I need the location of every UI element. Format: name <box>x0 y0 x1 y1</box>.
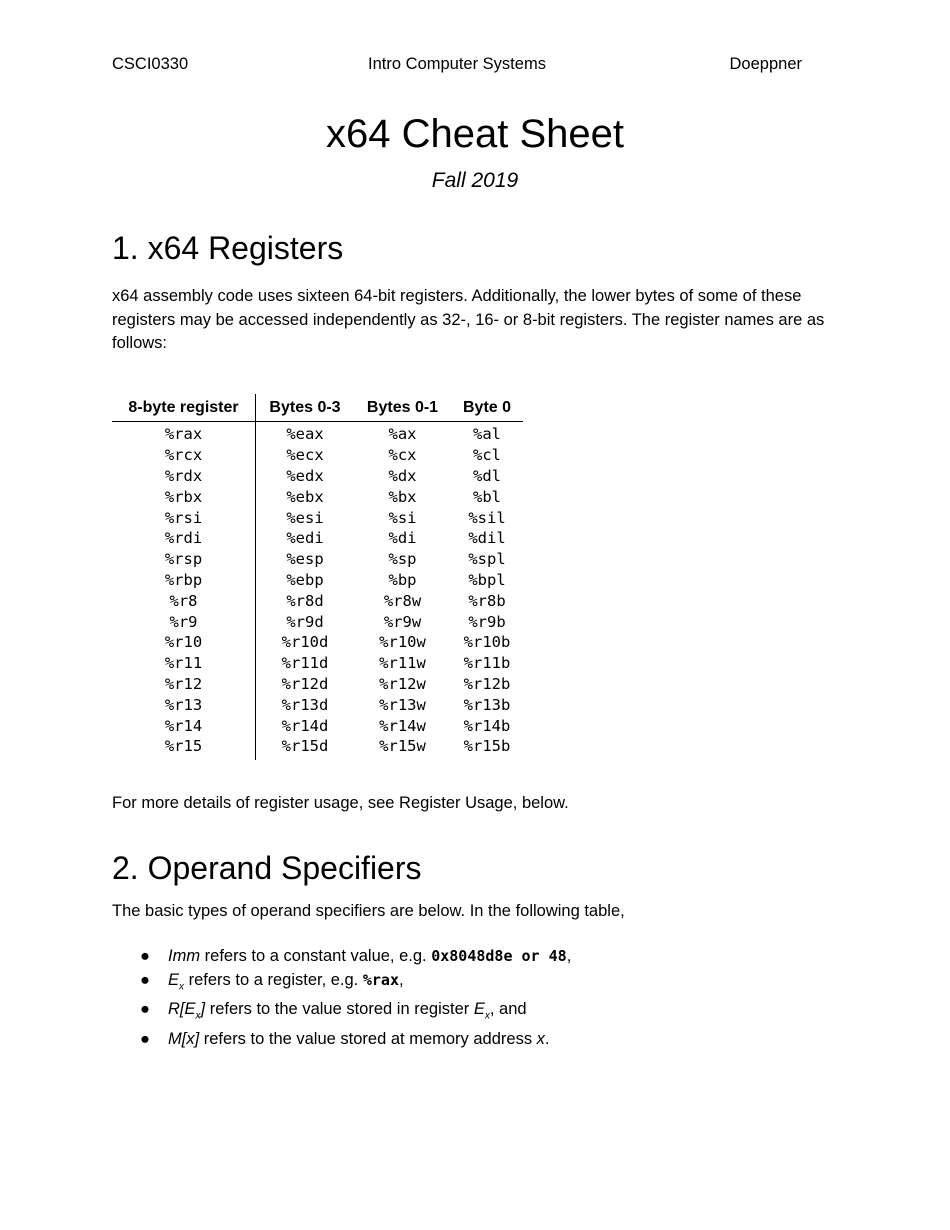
register-cell: %r8w <box>383 591 422 610</box>
section1-intro: x64 assembly code uses sixteen 64-bit registers. Additionally, the lower bytes of some of these registers may be accessed independently as 32-, 16- or 8-bit registers. The register names are as follows: <box>112 287 825 352</box>
register-cell: %r13 <box>112 694 256 715</box>
register-cell: %ax <box>388 425 417 444</box>
register-cell: %dil <box>468 529 506 548</box>
term: M[x] <box>168 1030 200 1049</box>
register-table-header <box>112 394 523 422</box>
punctuation: . <box>544 1030 550 1049</box>
register-cell: %r9w <box>383 612 422 631</box>
register-cell: %r9d <box>286 612 324 631</box>
list-item <box>140 945 571 969</box>
register-cell: %r11b <box>463 654 511 673</box>
table-row <box>112 422 523 445</box>
description: refers to the value stored at memory address <box>199 1030 537 1049</box>
table-row <box>112 736 523 760</box>
register-cell: %spl <box>468 550 506 569</box>
table-row <box>112 715 523 736</box>
register-cell: %r10 <box>112 632 256 653</box>
bullet-icon: ● <box>140 1030 150 1049</box>
register-cell: %rsp <box>112 549 256 570</box>
description: refers to the value stored in register <box>205 1000 474 1019</box>
register-cell: %r13d <box>281 695 329 714</box>
register-cell: %r12 <box>112 674 256 695</box>
register-cell: %rdi <box>112 528 256 549</box>
register-cell: %rbp <box>112 570 256 591</box>
register-cell: %rcx <box>112 445 256 466</box>
register-cell: %bl <box>473 487 501 506</box>
register-cell: %r10w <box>379 633 426 652</box>
register-cell: %rax <box>112 422 256 445</box>
example-code: %rax <box>362 970 399 989</box>
register-cell: %r15 <box>112 736 256 760</box>
register-cell: %rbx <box>112 486 256 507</box>
bullet-icon: ● <box>140 970 150 989</box>
list-item <box>140 969 571 999</box>
register-cell: %r11d <box>281 654 329 673</box>
example-code: 0x8048d8e or 48 <box>431 947 567 965</box>
variable: x <box>536 1030 545 1049</box>
register-cell: %ecx <box>286 446 324 465</box>
column-header: 8-byte register <box>112 394 256 422</box>
register-cell: %r13w <box>379 695 426 714</box>
table-row <box>112 486 523 507</box>
register-cell: %r9b <box>468 612 506 631</box>
register-cell: %r11w <box>379 654 426 673</box>
register-cell: %bx <box>388 487 417 506</box>
register-cell: %esp <box>286 550 324 569</box>
register-cell: %dx <box>388 466 417 485</box>
table-row <box>112 632 523 653</box>
register-cell: %r8 <box>112 590 256 611</box>
punctuation: , <box>398 970 404 989</box>
table-row <box>112 466 523 487</box>
section2-heading: 2. Operand Specifiers <box>112 850 422 886</box>
register-cell: %sp <box>388 550 417 569</box>
register-cell: %eax <box>286 425 324 444</box>
register-cell: %edx <box>286 466 324 485</box>
punctuation: , <box>566 947 572 965</box>
register-cell: %r15b <box>463 737 511 756</box>
table-row <box>112 528 523 549</box>
description: refers to a constant value, e.g. <box>200 947 432 965</box>
register-cell: %esi <box>286 508 324 527</box>
term: $E_x$ <box>473 1000 490 1022</box>
table-row <box>112 507 523 528</box>
register-cell: %di <box>388 529 417 548</box>
register-cell: %ebx <box>286 487 324 506</box>
register-cell: %al <box>473 425 501 444</box>
table-row <box>112 570 523 591</box>
register-cell: %r9 <box>112 611 256 632</box>
register-cell: %r12b <box>463 674 511 693</box>
register-cell: %r8d <box>286 591 324 610</box>
table-row <box>112 549 523 570</box>
register-cell: %r14b <box>463 716 511 735</box>
section1-heading: 1. x64 Registers <box>112 230 344 266</box>
register-cell: %r12w <box>379 674 426 693</box>
list-item <box>140 1028 571 1052</box>
register-cell: %rsi <box>112 507 256 528</box>
column-header: Bytes 0-1 <box>354 394 451 422</box>
register-cell: %bpl <box>468 570 506 589</box>
register-usage-note: For more details of register usage, see Register Usage, below. <box>112 794 569 812</box>
register-cell: %r15d <box>281 737 329 756</box>
table-row <box>112 611 523 632</box>
register-cell: %edi <box>286 529 324 548</box>
instructor-name: Doeppner <box>729 55 802 73</box>
section2-intro: The basic types of operand specifiers are below. In the following table, <box>112 902 625 920</box>
register-table-body <box>112 422 523 760</box>
page-title: x64 Cheat Sheet <box>326 112 624 156</box>
register-cell: %rdx <box>112 466 256 487</box>
register-cell: %r8b <box>468 591 506 610</box>
column-header: Bytes 0-3 <box>256 394 355 422</box>
bullet-icon: ● <box>140 1000 150 1019</box>
register-cell: %r15w <box>379 737 426 756</box>
bullet-icon: ● <box>140 947 150 965</box>
table-row <box>112 653 523 674</box>
punctuation: , and <box>489 1000 527 1019</box>
course-code: CSCI0330 <box>112 55 189 73</box>
register-cell: %r14w <box>379 716 426 735</box>
register-cell: %r10b <box>463 633 511 652</box>
page-header <box>112 55 802 77</box>
register-cell: %r12d <box>281 674 329 693</box>
table-row <box>112 674 523 695</box>
register-cell: %si <box>388 508 417 527</box>
term: Imm <box>168 947 201 965</box>
register-cell: %r14 <box>112 715 256 736</box>
table-row <box>112 445 523 466</box>
description: refers to a register, e.g. <box>184 970 363 989</box>
register-cell: %cx <box>388 446 417 465</box>
register-cell: %sil <box>468 508 506 527</box>
term: $E_x$ <box>168 970 185 992</box>
list-item <box>140 998 571 1028</box>
register-cell: %ebp <box>286 570 324 589</box>
register-cell: %cl <box>473 446 501 465</box>
register-cell: %r11 <box>112 653 256 674</box>
operand-list <box>140 945 571 1052</box>
register-cell: %r13b <box>463 695 511 714</box>
register-cell: %r14d <box>281 716 329 735</box>
register-cell: %r10d <box>281 633 329 652</box>
course-name: Intro Computer Systems <box>368 55 546 73</box>
table-row <box>112 590 523 611</box>
term: $R[E_x]$ <box>168 1000 206 1022</box>
page-subtitle: Fall 2019 <box>431 169 519 192</box>
register-table <box>112 394 523 760</box>
column-header: Byte 0 <box>451 394 523 422</box>
register-cell: %bp <box>388 570 417 589</box>
table-row <box>112 694 523 715</box>
register-cell: %dl <box>473 466 501 485</box>
